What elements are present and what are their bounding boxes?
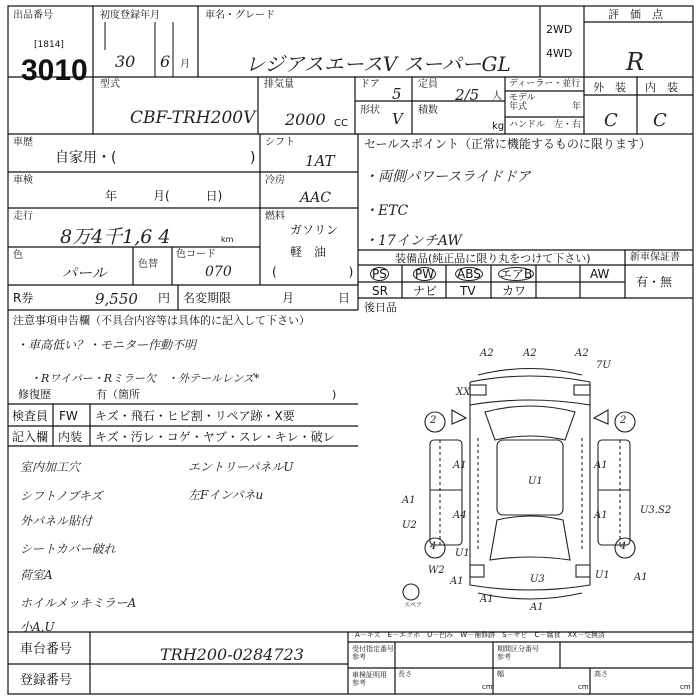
load-label: 積数 [418,105,438,116]
fuel-gasoline: ガソリン [290,223,339,237]
spare-label: スペア [404,602,423,609]
fuel-diesel: 軽 油 [290,245,327,259]
model-year-label: モデル 年式 [509,93,536,112]
doors-label: ドア [360,79,380,90]
mark: A1 [453,460,467,471]
interior-label: 内 装 [645,81,678,94]
mark: A2 [575,348,589,359]
mark: 4 [620,541,627,552]
sales-label: セールスポイント（正常に機能するものに限ります） [364,137,651,151]
history-paren: ) [250,150,256,166]
dealer-label: ディーラー・並行 [509,79,581,89]
mark: A1 [402,495,416,506]
sales-point-1: ・両側パワースライドドア [364,169,531,185]
inspection-value: 年 月( 日) [105,189,223,203]
exterior-label: 外 装 [593,81,626,94]
mark: 2 [620,415,627,426]
hand-note-2: シフトノブキズ [20,489,103,503]
drive-2wd: 2WD [546,23,573,36]
model-value: CBF-TRH200V [130,108,256,128]
width-label: 幅 [497,670,504,678]
color-value: パール [62,264,107,282]
model-label: 型式 [100,79,120,90]
r-ken-value: 9,550 [95,290,138,308]
exterior-value: C [604,110,618,131]
cm-unit-3: cm [680,683,691,691]
rating-label: 評 価 点 [608,8,663,21]
mark: A1 [594,460,608,471]
mark: 4 [430,541,437,552]
hand-note-5: 荷室A [20,568,53,582]
interior-items: キズ・汚レ・コゲ・ヤブ・スレ・キレ・破レ [95,430,335,444]
repair-value: 有（箇所 [96,388,140,401]
name-change-label: 名変期限 [183,291,232,305]
handle-label: ハンドル 左・右 [509,120,582,130]
new-car-value: 有・無 [636,275,673,289]
repair-label: 修復歴 [18,388,51,401]
length-label: 長さ [398,670,412,678]
interior-inspect-label: 内装 [58,430,83,444]
hand-note-3: 外パネル貼付 [20,514,93,528]
height-label: 高さ [594,670,608,678]
registration-label: 登録番号 [20,673,73,688]
equip-ps: PS [372,267,387,281]
color-label: 色 [13,250,23,261]
interior-value: C [653,110,667,131]
rating-value: R [626,48,645,76]
color-change-label: 色替 [138,259,158,270]
chassis-value: TRH200-0284723 [160,645,304,664]
mark: U1 [455,548,470,559]
mileage-value: 8万4千1,6 4 [60,226,171,248]
mark: A4 [453,510,467,521]
later-docs-label: 後日品 [364,301,397,314]
mark: U1 [528,476,543,487]
km-unit: km [221,235,234,244]
mark: U3 [530,574,545,585]
yen-unit: 円 [158,291,171,305]
mark: W2 [428,565,445,576]
hand-note-1: 室内加工穴 [20,460,81,474]
doors-value: 5 [392,85,402,103]
car-name-label: 車名・グレード [205,10,275,21]
hand-note-r1: エントリーパネルU [188,460,294,474]
lot-number: 3010 [21,54,88,87]
note-2: ・Rワイパー・Rミラー欠 ・外テールレンズ* [30,372,260,385]
hand-note-6: ホイルメッキミラーA [20,596,137,610]
capacity-value: 2/5 [455,86,480,104]
equip-abs: ABS [457,267,481,281]
equip-sr: SR [372,284,388,298]
lot-label: 出品番号 [13,10,53,21]
ac-value: AAC [300,190,331,206]
shift-value: 1AT [305,152,335,170]
mark: XX [456,387,471,398]
mark: U3.S2 [640,505,672,516]
mark: A2 [523,348,537,359]
color-code-label: 色コード [176,249,216,260]
cm-unit-1: cm [482,683,493,691]
first-reg-label: 初度登録年月 [100,10,160,21]
shift-label: シフト [265,137,295,148]
equip-aw: AW [590,267,610,281]
equip-navi: ナビ [413,284,438,298]
displacement-value: 2000 [285,110,326,129]
period-label: 期間区分番号 参考 [497,645,539,662]
first-reg-year: 30 [115,52,136,71]
year-suffix: 年 [572,102,582,112]
inspection-label: 車検 [13,175,33,186]
shape-value: V [392,110,403,128]
fw-label: FW [59,409,78,423]
mark: 2 [430,415,437,426]
lot-sub: [1814] [34,40,64,50]
capacity-unit: 人 [492,91,502,102]
mileage-label: 走行 [13,211,33,222]
first-reg-month: 6 [160,52,171,71]
mark: A1 [480,594,494,605]
note-1: ・車高低い？・モニター作動不明 [16,338,197,352]
month-suffix: 月 [180,59,190,70]
fw-items: キズ・飛石・ヒビ割・リペア跡・X要 [95,409,295,423]
cm-unit-2: cm [578,683,589,691]
history-value: 自家用・( [55,150,117,166]
cert-label: 車検証明用 参考 [352,671,387,688]
receiver-label: 受付指定番号 参考 [352,645,394,662]
color-code-value: 070 [205,264,232,280]
equip-pw: PW [415,267,435,281]
mark: A1 [450,576,464,587]
cc-unit: CC [334,118,348,129]
sales-point-2: ・ETC [364,203,409,219]
displacement-label: 排気量 [264,79,294,90]
inspector-label-2: 記入欄 [12,430,49,444]
r-ken-label: R券 [13,291,34,305]
month-unit: 月 [282,291,295,305]
ac-label: 冷房 [265,175,285,186]
equipment-label: 装備品(純正品に限り丸をつけて下さい) [395,252,591,265]
hand-note-r2: 左Fインパネu [188,488,264,502]
new-car-label: 新車保証書 [630,252,680,263]
mark: U1 [595,570,610,581]
history-label: 車歴 [13,137,33,148]
capacity-label: 定員 [418,79,438,90]
car-name: レジアスエースV スーパーGL [245,52,511,76]
notes-label: 注意事項申告欄（不具合内容等は具体的に記入して下さい） [13,314,310,327]
damage-legend: A－キズ E－エクボ U－凹み W－補修跡 S－サビ C－腐食 XX－交換済 [355,631,606,639]
inspector-label-1: 検査員 [12,409,49,423]
fuel-paren: ( ) [272,265,354,279]
mark: A1 [634,572,648,583]
mark: U2 [402,520,417,531]
equip-leather: カワ [502,284,527,298]
fuel-label: 燃料 [265,211,285,222]
hand-note-7: 小A,U [20,620,55,634]
mark: 7U [596,360,611,371]
chassis-label: 車台番号 [20,642,73,657]
repair-paren: ) [332,388,337,401]
kg-unit: kg [492,121,505,132]
hand-note-4: シートカバー破れ [20,542,116,556]
shape-label: 形状 [360,105,380,116]
equip-tv: TV [460,284,476,298]
drive-4wd: 4WD [546,47,573,60]
day-unit: 日 [338,291,351,305]
mark: A2 [480,348,494,359]
equip-airbag: エアB [500,267,533,281]
mark: A1 [530,602,544,613]
mark: A1 [594,510,608,521]
sales-point-3: ・17インチAW [364,233,462,249]
